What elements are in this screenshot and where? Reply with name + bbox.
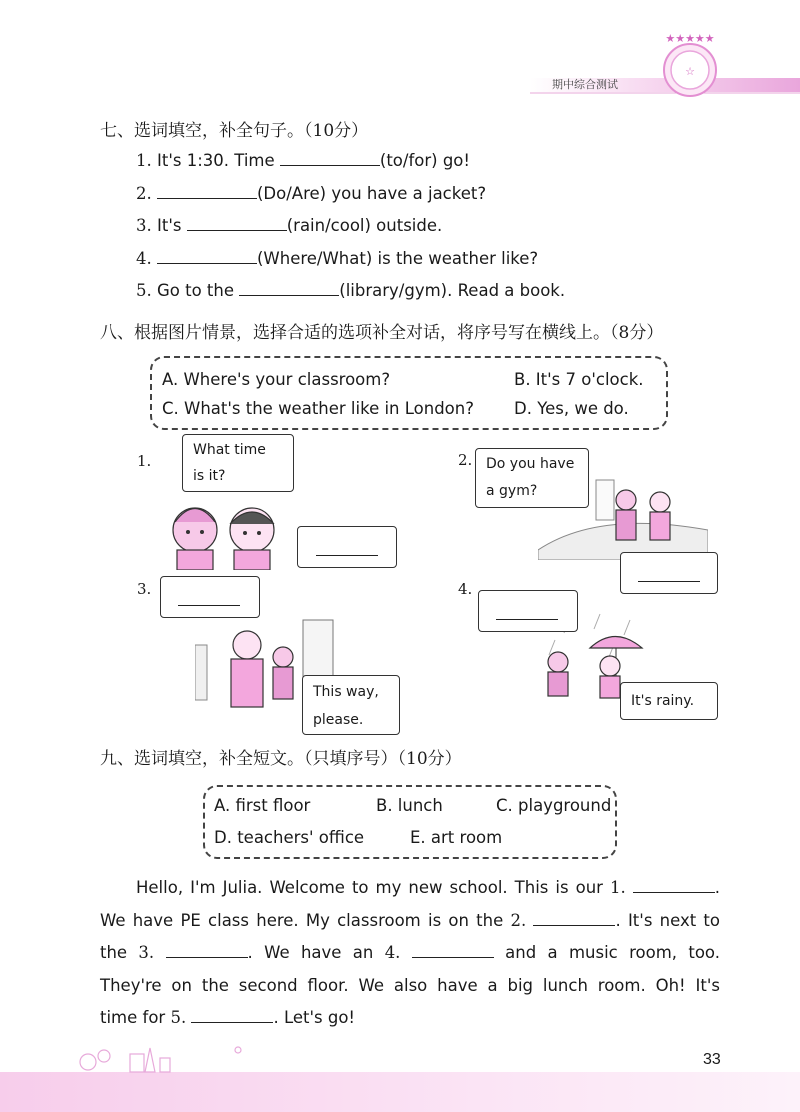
passage-blank-5[interactable] <box>191 1006 273 1023</box>
scene1-illustration <box>160 490 290 570</box>
scene2-answer-bubble <box>620 552 718 594</box>
section7-item-5: 5. Go to the (library/gym). Read a book. <box>136 278 565 300</box>
scene1-number: 1. <box>137 452 152 470</box>
svg-text:☆: ☆ <box>685 65 695 78</box>
svg-text:★★★★★: ★★★★★ <box>665 32 715 45</box>
section9-option-c: C. playground <box>496 796 612 815</box>
passage-blank-2[interactable] <box>533 909 615 926</box>
answer-blank[interactable] <box>157 246 257 264</box>
scene1-answer-bubble <box>297 526 397 568</box>
scene4-answer-blank[interactable] <box>496 619 558 620</box>
section7-item-3: 3. It's (rain/cool) outside. <box>136 213 442 235</box>
scene4-answer-bubble <box>478 590 578 632</box>
section9-option-d: D. teachers' office <box>214 828 365 847</box>
answer-blank[interactable] <box>280 148 380 166</box>
answer-blank[interactable] <box>187 213 287 231</box>
answer-blank[interactable] <box>239 278 339 296</box>
passage-blank-3[interactable] <box>166 941 248 958</box>
section8-option-a: A. Where's your classroom? <box>162 370 391 389</box>
section7-item-2: 2. (Do/Are) you have a jacket? <box>136 181 486 203</box>
section8-option-b: B. It's 7 o'clock. <box>514 370 644 389</box>
header-section-label: 期中综合测试 <box>552 78 618 91</box>
section9-option-e: E. art room <box>410 828 503 847</box>
section7-item-4: 4. (Where/What) is the weather like? <box>136 246 538 268</box>
scene4-number: 4. <box>458 580 473 598</box>
scene3-speech-bubble: This way, please. <box>302 675 400 735</box>
scene2-answer-blank[interactable] <box>638 581 700 582</box>
page-number: 33 <box>703 1051 721 1068</box>
section8-options-box <box>150 356 668 430</box>
section8-option-d: D. Yes, we do. <box>514 399 629 418</box>
answer-blank[interactable] <box>157 181 257 199</box>
section9-option-b: B. lunch <box>376 796 443 815</box>
section9-passage: Hello, I'm Julia. Welcome to my new school. This is our 1. . We have PE class here. My classroom is on the 2. . It's next to the 3. . We have an 4. and a music room, too. They're on the second floor. We also have a big lunch room. Oh! It's time for 5. . Let's go! <box>100 878 720 1027</box>
footer-decoration <box>0 1040 800 1112</box>
scene3-number: 3. <box>137 580 152 598</box>
scene1-speech-bubble: What time is it? <box>182 434 294 492</box>
scene2-number: 2. <box>458 451 473 469</box>
section9-title: 九、选词填空，补全短文。（只填序号）（10分） <box>100 749 462 769</box>
scene3-answer-blank[interactable] <box>178 605 240 606</box>
scene4-speech-bubble: It's rainy. <box>620 682 718 720</box>
section7-title: 七、选词填空，补全句子。（10分） <box>100 121 369 141</box>
passage-blank-1[interactable] <box>633 876 715 893</box>
section8-option-c: C. What's the weather like in London? <box>162 399 474 418</box>
section9-option-a: A. first floor <box>214 796 311 815</box>
scene2-speech-bubble: Do you have a gym? <box>475 448 589 508</box>
section8-title: 八、根据图片情景，选择合适的选项补全对话，将序号写在横线上。（8分） <box>100 323 664 343</box>
scene1-answer-blank[interactable] <box>316 555 378 556</box>
scene3-answer-bubble <box>160 576 260 618</box>
header-decoration <box>520 30 800 110</box>
passage-blank-4[interactable] <box>412 941 494 958</box>
section7-item-1: 1. It's 1:30. Time (to/for) go! <box>136 148 470 170</box>
